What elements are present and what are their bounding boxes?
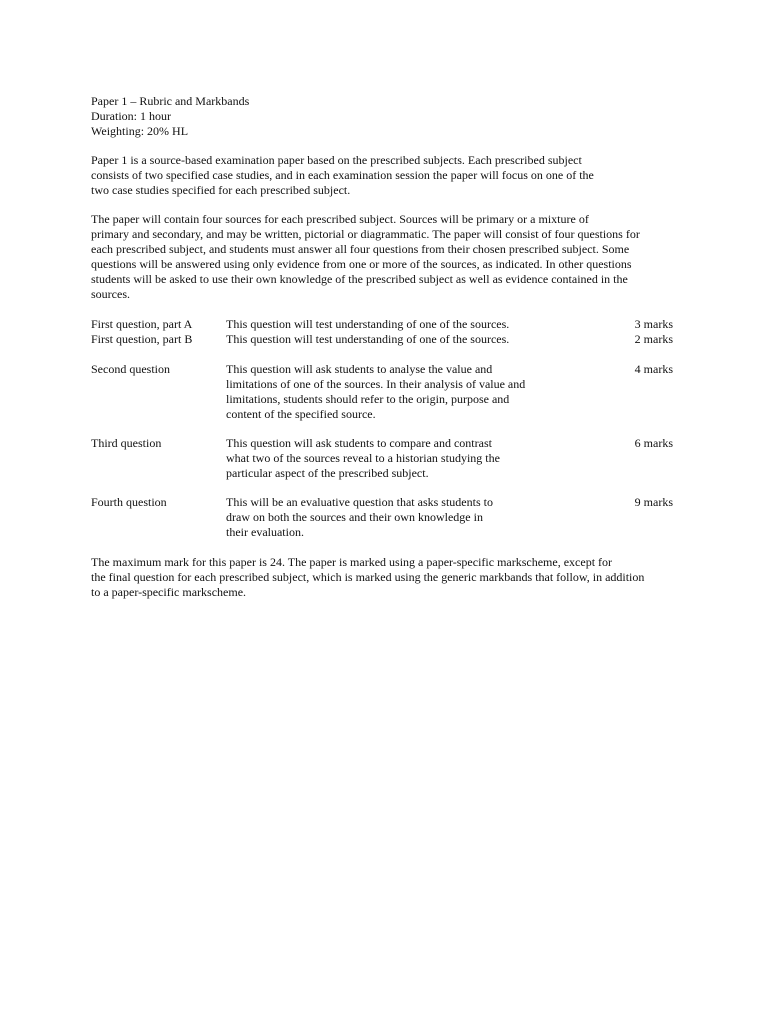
sources-line: primary and secondary, and may be written, pictorial or diagrammatic. The paper will consist of four questions for	[91, 227, 640, 241]
question-description-line: limitations of one of the sources. In their analysis of value and	[226, 377, 526, 391]
sources-line: sources.	[91, 287, 130, 301]
question-description	[226, 436, 556, 481]
document-title: Paper 1 – Rubric and Markbands	[91, 94, 250, 108]
sources-line: each prescribed subject, and students must answer all four questions from their chosen prescribed subject. Some	[91, 242, 630, 256]
question-description-line: what two of the sources reveal to a historian studying the	[226, 451, 500, 465]
question-description-line: This question will ask students to analyse the value and	[226, 362, 493, 376]
sources-line: students will be asked to use their own knowledge of the prescribed subject as well as evidence contained in the	[91, 272, 628, 286]
document-header	[91, 94, 681, 139]
sources-line: questions will be answered using only evidence from one or more of the sources, as indicated. In other questions	[91, 257, 632, 271]
question-description-line: their evaluation.	[226, 525, 304, 539]
question-label: Second question	[91, 362, 170, 376]
question-label: First question, part B	[91, 332, 193, 346]
question-row-third	[91, 436, 673, 496]
question-description-line: This will be an evaluative question that asks students to	[226, 495, 493, 509]
question-label: First question, part A	[91, 317, 193, 331]
question-row-second	[91, 362, 673, 422]
question-label: Third question	[91, 436, 162, 450]
intro-line: consists of two specified case studies, and in each examination session the paper will focus on one of the	[91, 168, 594, 182]
question-description-line: This question will test understanding of one of the sources.	[226, 332, 510, 346]
intro-line: two case studies specified for each prescribed subject.	[91, 183, 351, 197]
sources-line: The paper will contain four sources for each prescribed subject. Sources will be primary or a mixture of	[91, 212, 589, 226]
closing-paragraph	[91, 555, 681, 600]
intro-paragraph	[91, 153, 681, 198]
duration-text: Duration: 1 hour	[91, 109, 171, 123]
question-description	[226, 495, 556, 540]
question-description	[226, 317, 556, 332]
question-row-fourth	[91, 495, 673, 555]
question-description	[226, 362, 556, 422]
question-description-line: This question will ask students to compare and contrast	[226, 436, 492, 450]
weighting-text: Weighting: 20% HL	[91, 124, 189, 138]
question-description-line: content of the specified source.	[226, 407, 376, 421]
question-description-line: draw on both the sources and their own knowledge in	[226, 510, 483, 524]
intro-line: Paper 1 is a source-based examination paper based on the prescribed subjects. Each prescribed subject	[91, 153, 582, 167]
question-marks: 4 marks	[634, 362, 673, 376]
question-marks: 6 marks	[634, 436, 673, 450]
sources-paragraph	[91, 212, 681, 302]
closing-line: The maximum mark for this paper is 24. The paper is marked using a paper-specific markscheme, except for	[91, 555, 613, 569]
question-marks: 3 marks	[634, 317, 673, 331]
closing-line: the final question for each prescribed subject, which is marked using the generic markbands that follow, in addition	[91, 570, 645, 584]
question-description-line: This question will test understanding of one of the sources.	[226, 317, 510, 331]
question-marks: 9 marks	[634, 495, 673, 509]
question-description	[226, 332, 556, 347]
question-label: Fourth question	[91, 495, 167, 509]
question-description-line: limitations, students should refer to the origin, purpose and	[226, 392, 510, 406]
question-description-line: particular aspect of the prescribed subject.	[226, 466, 429, 480]
closing-line: to a paper-specific markscheme.	[91, 585, 247, 599]
question-marks: 2 marks	[634, 332, 673, 346]
